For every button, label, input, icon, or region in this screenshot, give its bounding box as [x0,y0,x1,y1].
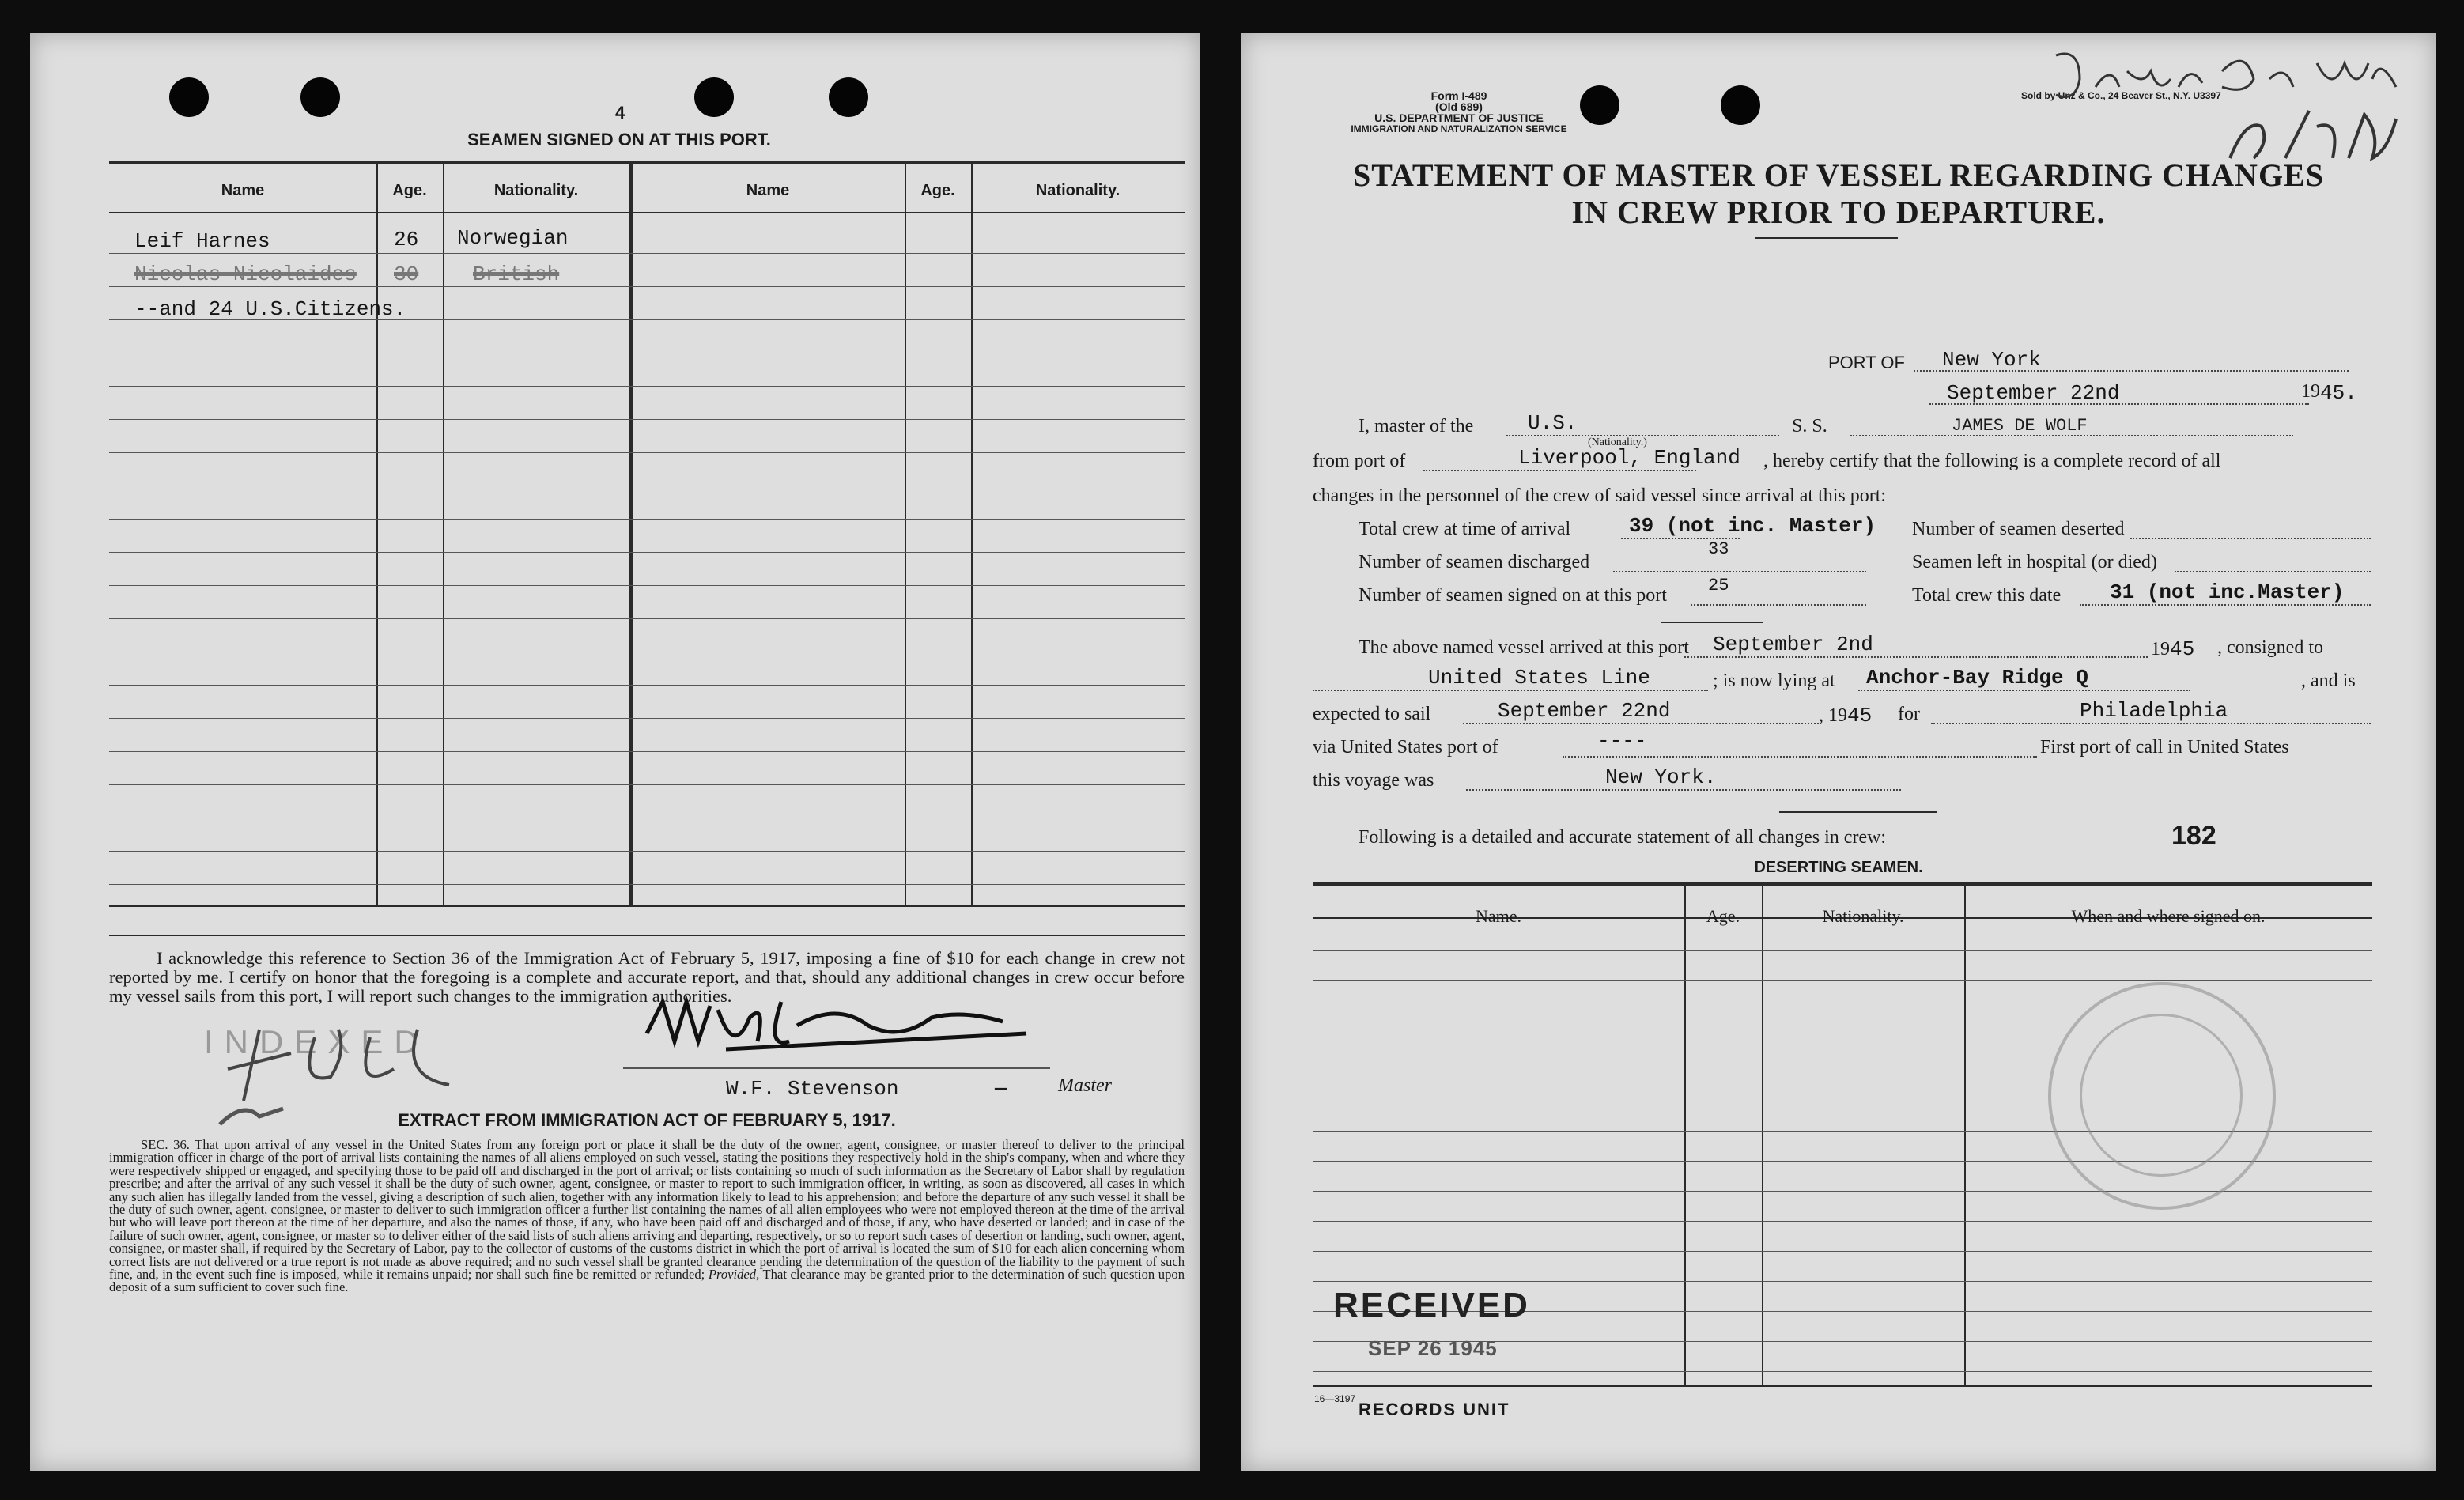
ss-label: S. S. [1792,416,1827,436]
row-rule [109,552,1185,553]
signed-on-value: 25 [1708,576,1729,595]
port-label: PORT OF [1828,353,1905,372]
records-unit: RECORDS UNIT [1359,1400,1510,1419]
master-label: Master [1058,1075,1112,1096]
total-crew-arrival-value: 39 (not inc. Master) [1629,514,1876,538]
punch-hole [169,77,209,117]
master-of-label: I, master of the [1359,416,1474,436]
port-value: New York [1942,348,2041,372]
column-divider [629,164,633,905]
for-label: for [1898,704,1920,724]
consignee-value: United States Line [1428,666,1650,690]
lying-label: ; is now lying at [1713,671,1835,691]
column-divider [376,164,378,905]
row-rule [109,253,1185,254]
and-is-label: , and is [2301,671,2356,691]
divider [109,935,1185,936]
row-rule [109,618,1185,619]
form-old-number: (Old 689) [1435,100,1483,113]
seller-note: Sold by Unz & Co., 24 Beaver St., N.Y. U3397 [2021,90,2221,101]
via-label: via United States port of [1313,737,1498,758]
year-value: 45. [2320,381,2357,405]
column-header-age-2: Age. [920,182,955,199]
expected-year: , 1945 [1819,704,1873,727]
fill-line [1463,723,1819,724]
row-rule [1313,950,2372,951]
fill-line [1684,656,2148,658]
stamp-number: 182 [2171,821,2216,851]
consigned-label: , consigned to [2217,637,2323,658]
divider [1661,622,1763,623]
punch-hole [300,77,340,117]
from-port-value: Liverpool, England [1518,446,1740,470]
column-header-name: Name [221,182,265,199]
arrived-year-value: 45 [2170,637,2195,661]
column-header-name-2: Name [746,182,790,199]
section-title: SEAMEN SIGNED ON AT THIS PORT. [467,130,771,149]
row-rule [109,784,1185,785]
form-header [1241,90,1676,134]
discharged-value: 33 [1708,539,1729,559]
for-value: Philadelphia [2080,699,2228,723]
divider [1755,237,1898,239]
nationality-caption: (Nationality.) [1588,436,1647,448]
arrived-value: September 2nd [1713,633,1873,656]
lying-value: Anchor-Bay Ridge Q [1866,666,2088,690]
expected-value: September 22nd [1498,699,1671,723]
from-port-label: from port of [1313,451,1406,471]
fill-line [1691,604,1866,606]
row-rule [109,386,1185,387]
master-signature [631,986,1042,1073]
fill-line [1931,723,2371,724]
row-rule [109,718,1185,719]
punch-hole [829,77,868,117]
deserting-title: DESERTING SEAMEN. [1754,859,1923,876]
received-stamp: RECEIVED [1333,1286,1530,1324]
nationality-value: U.S. [1528,411,1578,435]
expected-label: expected to sail [1313,704,1431,724]
extract-title: EXTRACT FROM IMMIGRATION ACT OF FEBRUARY 5, 1917. [398,1110,896,1130]
row-rule [109,751,1185,752]
row-rule [1313,1281,2372,1282]
dash: — [995,1077,1007,1101]
fill-line [1466,789,1901,791]
row-rule [109,286,1185,287]
following-text: Following is a detailed and accurate statement of all changes in crew: [1359,827,1887,848]
voyage-value: New York. [1605,765,1717,789]
right-page [1241,33,2436,1471]
signed-on-label: Number of seamen signed on at this port [1359,585,1667,606]
row-rule [109,685,1185,686]
year-prefix: 19 [2301,381,2320,402]
row-rule [1313,980,2372,981]
table-bottom-rule [109,905,1185,907]
fill-line [1423,470,1696,471]
changes-text: changes in the personnel of the crew of said vessel since arrival at this port: [1313,486,1887,506]
table-bottom-rule [1313,1385,2372,1387]
row-rule [109,519,1185,520]
divider [1779,811,1937,813]
row-rule [1313,1221,2372,1222]
acknowledgment-text: I acknowledge this reference to Section 36 of the Immigration Act of February 5, 1917, imposing a fine of $10 for each change in crew not reported by me. I certify on honor that the foregoing is a complete and accurate report, and that, should any additional changes in crew occur before my vessel sails from this port, I will report such changes to the immigration authorities. [109,948,1185,1006]
row-rule [1313,1371,2372,1372]
row-rule [109,851,1185,852]
column-header-nationality-2: Nationality. [1035,182,1121,199]
left-page [30,33,1200,1471]
punch-hole [694,77,734,117]
handwritten-annotation [2032,40,2412,166]
column-header-age: Age. [392,182,427,199]
row-rule [1313,1251,2372,1252]
column-divider [443,164,444,905]
column-header-nationality: Nationality. [1822,906,1904,926]
table-row: British [473,263,560,286]
extract-end: That clearance may be granted prior to the determination of such question upon deposit of a sum sufficient to cover such fine. [109,1267,1185,1295]
total-crew-date-value: 31 (not inc.Master) [2110,580,2345,604]
fill-line [1563,756,2037,758]
service: IMMIGRATION AND NATURALIZATION SERVICE [1351,123,1567,134]
page-number: 4 [615,103,625,123]
title-line-1: STATEMENT OF MASTER OF VESSEL REGARDING CHANGES [1353,157,2324,193]
arrived-year: 1945 [2151,637,2195,661]
footer-code: 16—3197 [1314,1393,1356,1404]
fill-line [2080,604,2371,606]
table-header-rule [109,212,1185,213]
column-divider [971,164,973,905]
column-header-signed-on: When and where signed on. [2071,906,2266,926]
table-top-rule [1313,882,2372,886]
column-divider [905,164,906,905]
extract-text [109,1139,1185,1294]
table-row: Nicolas Nicolaides [134,263,357,286]
table-row: 30 [394,263,419,286]
total-crew-arrival-label: Total crew at time of arrival [1359,519,1571,539]
received-date: SEP 26 1945 [1368,1336,1498,1360]
row-rule [109,884,1185,885]
department: U.S. DEPARTMENT OF JUSTICE [1374,111,1544,124]
table-row: Norwegian [457,226,569,250]
row-rule [109,419,1185,420]
extract-body: SEC. 36. That upon arrival of any vessel in the United States from any foreign port or place it shall be the duty of the owner, agent, consignee, or master thereof to deliver to the principal immigration officer in charge of the port of arrival lists containing the names of all aliens employed on such vessel, stating the positions they respectively hold in the ship's company, when and where they were respectively shipped or engaged, and specifying those to be paid off and discharged in the port of arrival; or lists containing so much of such information as the Secretary of Labor shall by regulation prescribe; and after the arrival of any such vessel it shall be the duty of such owner, agent, consignee, or master to report to such immigration officer, in writing, as soon as discovered, all cases in which any such alien has illegally landed from the vessel, giving a description of such alien, together with any information likely to lead to his apprehension; and before the departure of any such vessel it shall be the duty of such owner, agent, consignee, or master to deliver to such immigration officer a further list containing the names of all alien employees who were not employed thereon at the time of the arrival but who will leave port thereon at the time of her departure, and also the names of those, if any, who have been paid off and discharged and of those, if any, who have deserted or landed; and in case of the failure of such owner, agent, consignee, or master so to deliver either of the said lists of such aliens arriving and departing, respectively, or so to report such cases of desertion or landing, such owner, agent, consignee, or master shall, if required by the Secretary of Labor, pay to the collector of customs of the customs district in which the port of arrival is located the sum of $10 for each alien concerning whom correct lists are not delivered or a true report is not made as above required; and no such vessel shall be granted clearance pending the determination of the question of the liability to the payment of such fine, and, in the event such fine is imposed, while it remains unpaid; nor shall such fine be remitted or refunded; [109,1137,1185,1283]
table-row: 26 [394,228,419,251]
column-header-nationality: Nationality. [493,182,579,199]
discharged-label: Number of seamen discharged [1359,552,1590,572]
column-header-name: Name. [1475,906,1522,926]
table-top-rule [109,161,1185,164]
via-value: ---- [1597,729,1647,753]
form-number: Form I-489 [1430,89,1487,102]
signature-line [623,1067,1050,1069]
table-row: --and 24 U.S.Citizens. [134,297,406,321]
table-row: Leif Harnes [134,229,270,253]
date-value: September 22nd [1947,381,2120,405]
fill-line [2175,571,2371,572]
hospital-label: Seamen left in hospital (or died) [1912,552,2157,572]
row-rule [109,452,1185,453]
voyage-label: this voyage was [1313,770,1434,791]
total-crew-date-label: Total crew this date [1912,585,2062,606]
row-rule [109,585,1185,586]
ship-name: JAMES DE WOLF [1952,416,2088,436]
expected-year-value: 45 [1847,704,1873,727]
extract-provided: Provided, [708,1267,760,1283]
indexed-stamp: INDEXED [204,1023,429,1060]
fill-line [2130,538,2371,539]
master-name: W.F. Stevenson [726,1077,899,1101]
page-title [1241,157,2436,231]
title-line-2: IN CREW PRIOR TO DEPARTURE. [1571,195,2106,230]
punch-hole [1721,85,1760,125]
deserted-label: Number of seamen deserted [1912,519,2125,539]
fill-line [1858,690,2190,691]
fill-line [1613,571,1866,572]
certify-text: , hereby certify that the following is a complete record of all [1763,451,2221,471]
fill-line [1313,690,1708,691]
column-header-age: Age. [1706,906,1740,926]
arrived-label: The above named vessel arrived at this port [1359,637,1689,658]
first-port-label: First port of call in United States [2040,737,2289,758]
circular-stamp [2080,1014,2243,1177]
